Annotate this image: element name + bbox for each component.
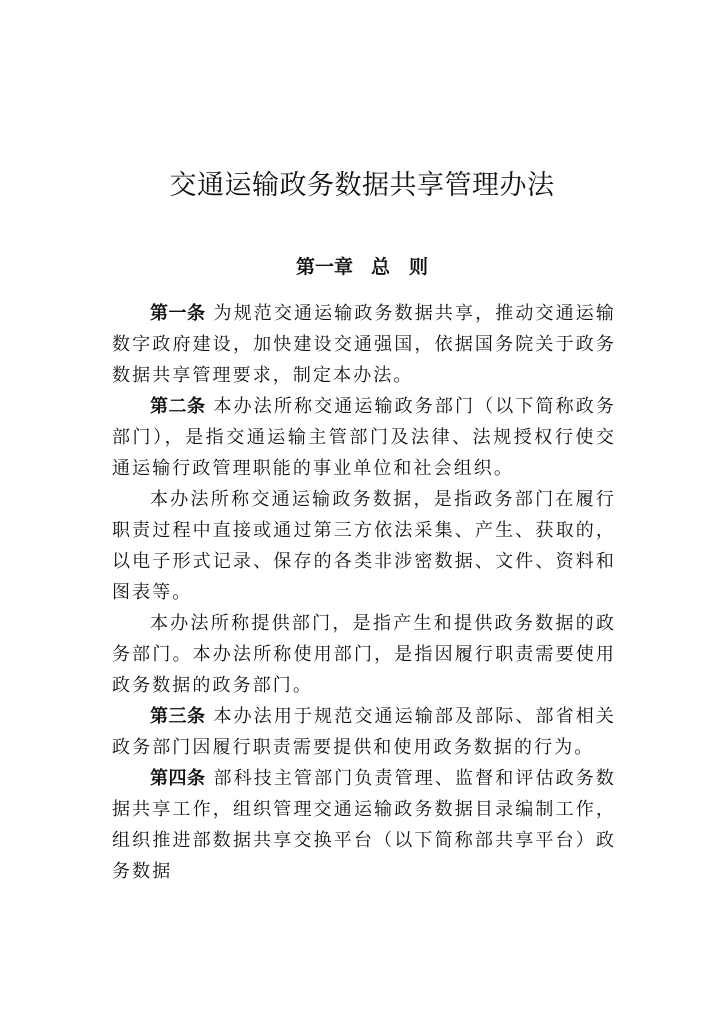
document-title: 交通运输政务数据共享管理办法: [169, 170, 555, 201]
paragraph-text: 本办法所称交通运输政务部门（以下简称政务部门），是指交通运输主管部门及法律、法规授权行使交通运输行政管理职能的事业单位和社会组织。: [112, 396, 616, 479]
paragraph-text: 本办法所称交通运输政务数据，是指政务部门在履行职责过程中直接或通过第三方依法采集、产生、获取的，以电子形式记录、保存的各类非涉密数据、文件、资料和图表等。: [112, 489, 616, 603]
paragraph-definition-departments: [112, 608, 616, 701]
article-label: 第一条: [150, 303, 206, 324]
paragraph-article-1: [112, 298, 616, 391]
article-label: 第四条: [150, 768, 206, 789]
chapter-name: 总 则: [371, 256, 429, 278]
chapter-heading: [0, 252, 724, 282]
document-body: [112, 298, 616, 887]
article-label: 第二条: [150, 396, 206, 417]
paragraph-text: 部科技主管部门负责管理、监督和评估政务数据共享工作，组织管理交通运输政务数据目录编制工作，组织推进部数据共享交换平台（以下简称部共享平台）政务数据: [112, 768, 616, 882]
paragraph-text: 本办法所称提供部门，是指产生和提供政务数据的政务部门。本办法所称使用部门，是指因履行职责需要使用政务数据的政务部门。: [112, 613, 616, 696]
paragraph-text: 本办法用于规范交通运输部及部际、部省相关政务部门因履行职责需要提供和使用政务数据的行为。: [112, 706, 616, 758]
paragraph-article-4: [112, 763, 616, 887]
chapter-number: 第一章: [295, 256, 353, 278]
paragraph-definition-data: [112, 484, 616, 608]
article-label: 第三条: [150, 706, 206, 727]
paragraph-article-2: [112, 391, 616, 484]
paragraph-article-3: [112, 701, 616, 763]
paragraph-text: 为规范交通运输政务数据共享，推动交通运输数字政府建设，加快建设交通强国，依据国务院关于政务数据共享管理要求，制定本办法。: [112, 303, 616, 386]
